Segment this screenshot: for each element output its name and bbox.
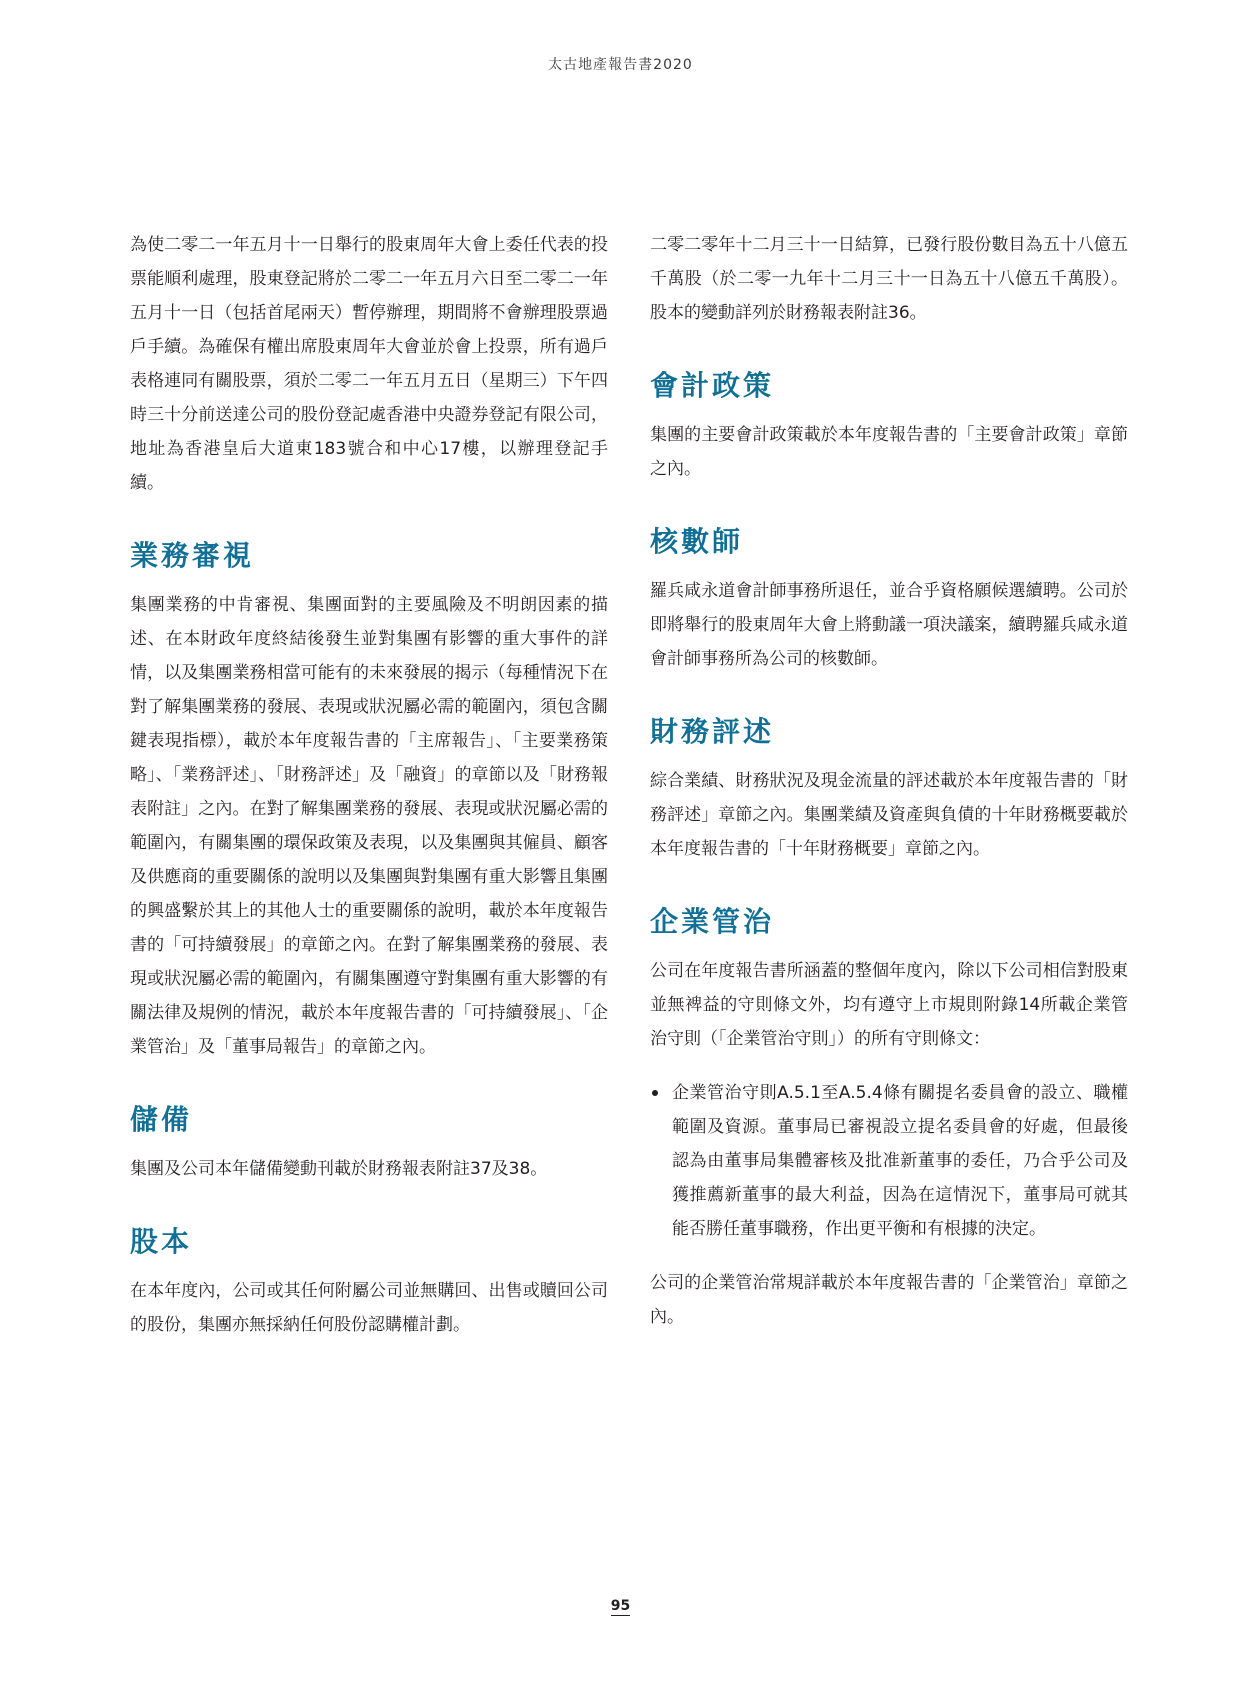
corporate-governance-heading: 企業管治 — [650, 905, 775, 938]
reserves-section — [130, 1102, 608, 1186]
accounting-policies-section — [650, 368, 1128, 486]
accounting-policies-heading: 會計政策 — [650, 369, 775, 402]
share-capital-section — [130, 1224, 608, 1342]
reserves-heading: 儲備 — [130, 1103, 193, 1136]
right-column — [650, 228, 1128, 1334]
financial-review-heading: 財務評述 — [650, 715, 775, 748]
share-capital-continued: 二零二零年十二月三十一日結算，已發行股份數目為五十八億五千萬股（於二零一九年十二月三十一日為五十八億五千萬股）。股本的變動詳列於財務報表附註36。 — [650, 235, 1128, 323]
governance-exception-list — [650, 1076, 1128, 1246]
report-header: 太古地產報告書2020 — [548, 57, 693, 73]
page-number-text: 95 — [610, 1598, 631, 1614]
share-capital-body: 在本年度內，公司或其任何附屬公司並無購回、出售或贖回公司的股份，集團亦無採納任何股份認購權計劃。 — [130, 1281, 608, 1335]
auditors-section — [650, 524, 1128, 676]
financial-review-body: 綜合業績、財務狀況及現金流量的評述載於本年度報告書的「財務評述」章節之內。集團業績及資產與負債的十年財務概要載於本年度報告書的「十年財務概要」章節之內。 — [650, 771, 1128, 859]
corporate-governance-closing: 公司的企業管治常規詳載於本年度報告書的「企業管治」章節之內。 — [650, 1273, 1128, 1327]
reserves-body: 集團及公司本年儲備變動刊載於財務報表附註37及38。 — [130, 1159, 548, 1179]
business-review-section — [130, 538, 608, 1064]
financial-review-section — [650, 714, 1128, 866]
auditors-body: 羅兵咸永道會計師事務所退任，並合乎資格願候選續聘。公司於即將舉行的股東周年大會上將動議一項決議案，續聘羅兵咸永道會計師事務所為公司的核數師。 — [650, 581, 1128, 669]
left-column — [130, 228, 608, 1342]
governance-exception-text: 企業管治守則A.5.1至A.5.4條有關提名委員會的設立、職權範圍及資源。董事局已審視設立提名委員會的好處，但最後認為由董事局集體審核及批准新董事的委任，乃合乎公司及獲推薦新董事的最大利益，因為在這情況下，董事局可就其能否勝任董事職務，作出更平衡和有根據的決定。 — [672, 1083, 1128, 1239]
corporate-governance-section — [650, 904, 1128, 1334]
auditors-heading: 核數師 — [650, 525, 744, 558]
business-review-body: 集團業務的中肯審視、集團面對的主要風險及不明朗因素的描述、在本財政年度終結後發生並對集團有影響的重大事件的詳情，以及集團業務相當可能有的未來發展的揭示（每種情況下在對了解集團業務的發展、表現或狀況屬必需的範圍內，須包含關鍵表現指標），載於本年度報告書的「主席報告」、「主要業務策略」、「業務評述」、「財務評述」及「融資」的章節以及「財務報表附註」之內。在對了解集團業務的發展、表現或狀況屬必需的範圍內，有關集團的環保政策及表現，以及集團與其僱員、顧客及供應商的重要關係的說明以及集團與對集團有重大影響且集團的興盛繫於其上的其他人士的重要關係的說明，載於本年度報告書的「可持續發展」的章節之內。在對了解集團業務的發展、表現或狀況屬必需的範圍內，有關集團遵守對集團有重大影響的有關法律及規例的情況，載於本年度報告書的「可持續發展」、「企業管治」及「董事局報告」的章節之內。 — [130, 595, 608, 1057]
agm-closure-paragraph: 為使二零二一年五月十一日舉行的股東周年大會上委任代表的投票能順利處理，股東登記將於二零二一年五月六日至二零二一年五月十一日（包括首尾兩天）暫停辦理，期間將不會辦理股票過戶手續。為確保有權出席股東周年大會並於會上投票，所有過戶表格連同有關股票，須於二零二一年五月五日（星期三）下午四時三十分前送達公司的股份登記處香港中央證券登記有限公司，地址為香港皇后大道東183號合和中心17樓，以辦理登記手續。 — [130, 235, 608, 493]
accounting-policies-body: 集團的主要會計政策載於本年度報告書的「主要會計政策」章節之內。 — [650, 425, 1128, 479]
share-capital-heading: 股本 — [130, 1225, 193, 1258]
list-item — [650, 1076, 1128, 1246]
corporate-governance-intro: 公司在年度報告書所涵蓋的整個年度內，除以下公司相信對股東並無裨益的守則條文外，均有遵守上市規則附錄14所載企業管治守則（「企業管治守則」）的所有守則條文： — [650, 961, 1128, 1049]
page-number — [0, 1598, 1241, 1614]
bullet-icon — [652, 1090, 658, 1096]
business-review-heading: 業務審視 — [130, 539, 255, 572]
